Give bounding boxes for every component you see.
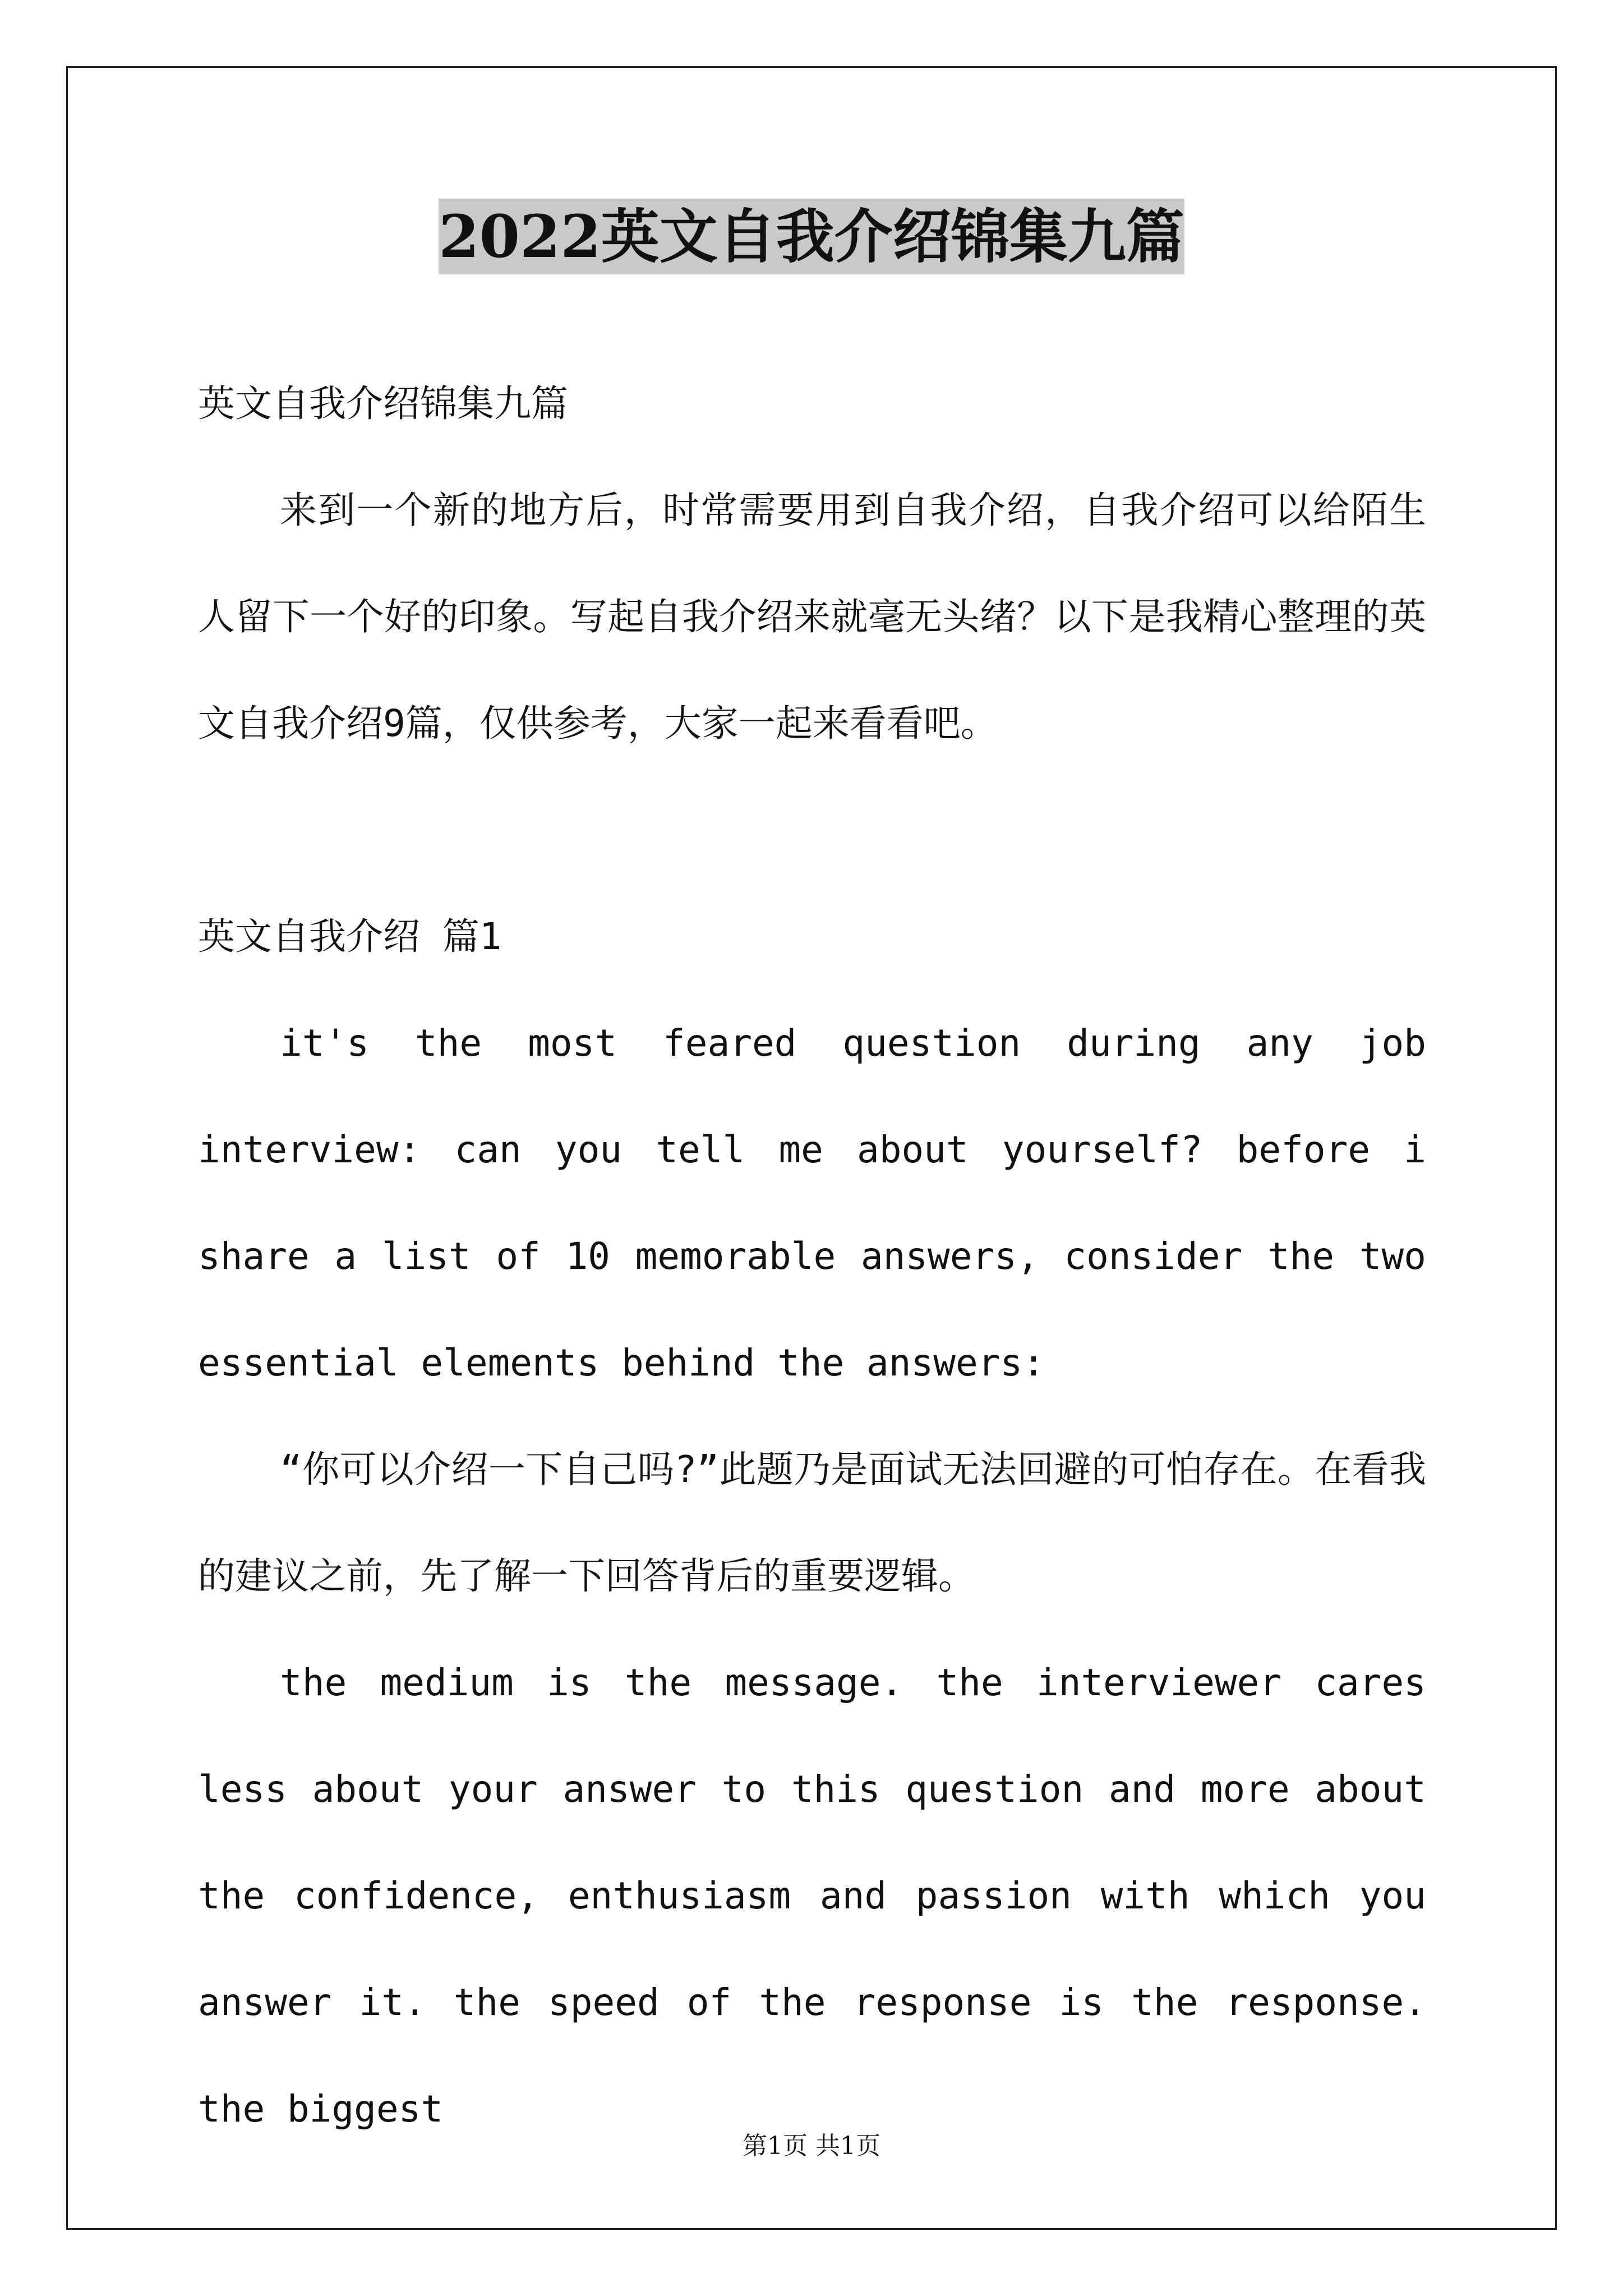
document-title <box>0 197 1623 276</box>
body-paragraph-zh: “你可以介绍一下自己吗?”此题乃是面试无法回避的可怕存在。在看我的建议之前，先了解一下回答背后的重要逻辑。 <box>198 1448 1426 1598</box>
intro-paragraph: 来到一个新的地方后，时常需要用到自我介绍，自我介绍可以给陌生人留下一个好的印象。写起自我介绍来就毫无头绪？以下是我精心整理的英文自我介绍9篇，仅供参考，大家一起来看看吧。 <box>198 489 1426 745</box>
page-footer: 第1页 共1页 <box>743 2132 880 2160</box>
document-subtitle: 英文自我介绍锦集九篇 <box>198 382 568 425</box>
body-paragraph-en-2: the medium is the message. the interviewer cares less about your answer to this question and more about the confidence, enthusiasm and passion with which you answer it. the speed of the response is the response. the biggest <box>198 1661 1426 2131</box>
document-title-text: 2022英文自我介绍锦集九篇 <box>439 199 1184 274</box>
body-paragraph-en: it's the most feared question during any job interview: can you tell me about yourself? before i share a list of 10 memorable answers, consider the two essential elements behind the answers: <box>198 1022 1426 1384</box>
section-heading: 英文自我介绍 篇1 <box>198 915 502 958</box>
